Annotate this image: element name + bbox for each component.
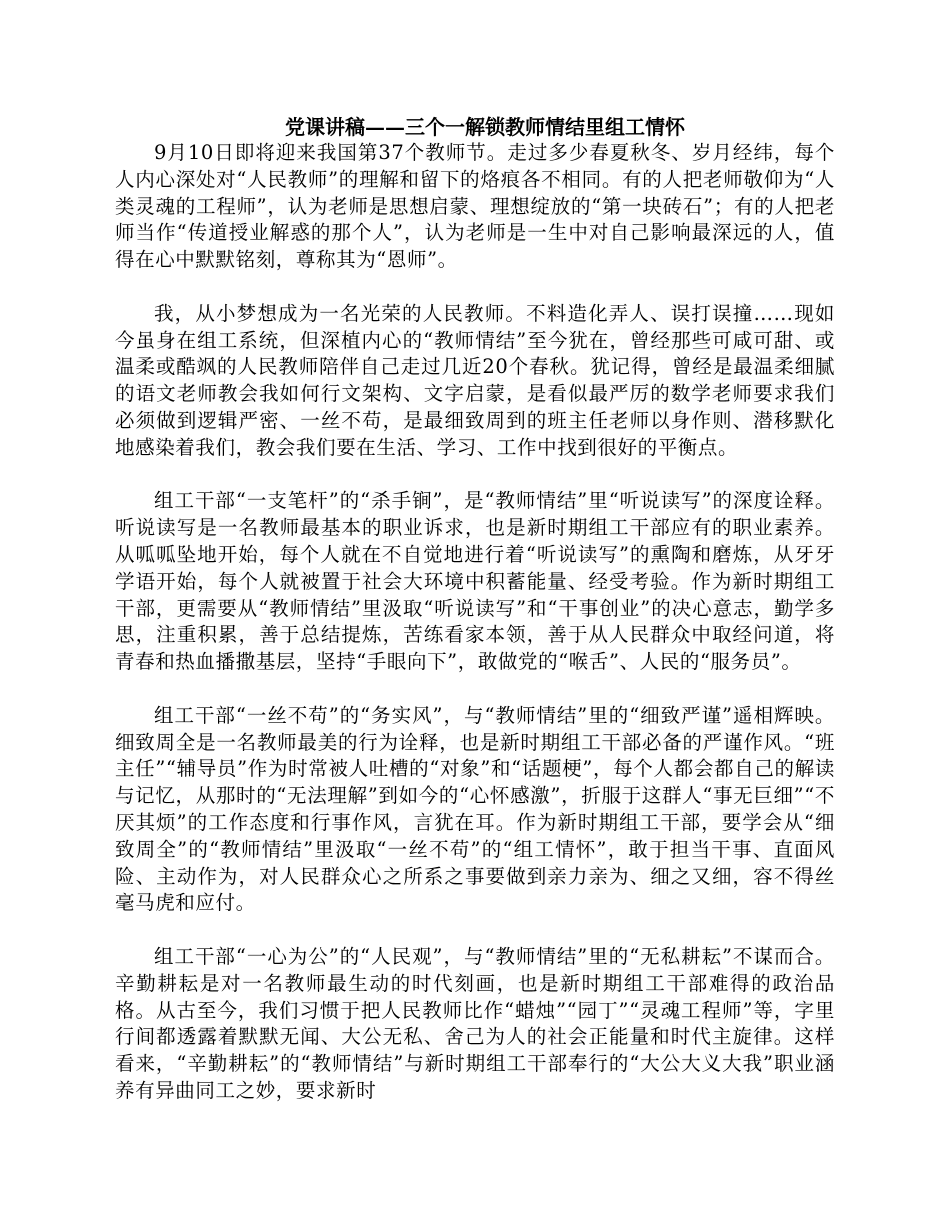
paragraph-2: 我，从小梦想成为一名光荣的人民教师。不料造化弄人、误打误撞……现如今虽身在组工系统，但深植内心的“教师情结”至今犹在，曾经那些可咸可甜、或温柔或酷飒的人民教师陪伴自己走过几近20个春秋。犹记得，曾经是最温柔细腻的语文老师教会我如何行文架构、文字启蒙，是看似最严厉的数学老师要求我们必须做到逻辑严密、一丝不苟，是最细致周到的班主任老师以身作则、潜移默化地感染着我们，教会我们要在生活、学习、工作中找到很好的平衡点。 xyxy=(115,301,835,459)
paragraph-1: 9月10日即将迎来我国第37个教师节。走过多少春夏秋冬、岁月经纬，每个人内心深处对“人民教师”的理解和留下的烙痕各不相同。有的人把老师敬仰为“人类灵魂的工程师”，认为老师是思想启蒙、理想绽放的“第一块砖石”；有的人把老师当作“传道授业解惑的那个人”，认为老师是一生中对自己影响最深远的人，值得在心中默默铭刻，尊称其为“恩师”。 xyxy=(115,141,835,272)
paragraph-3: 组工干部“一支笔杆”的“杀手锏”，是“教师情结”里“听说读写”的深度诠释。听说读写是一名教师最基本的职业诉求，也是新时期组工干部应有的职业素养。从呱呱坠地开始，每个人就在不自觉地进行着“听说读写”的熏陶和磨炼，从牙牙学语开始，每个人就被置于社会大环境中积蓄能量、经受考验。作为新时期组工干部，更需要从“教师情结”里汲取“听说读写”和“干事创业”的决心意志，勤学多思，注重积累，善于总结提炼，苦练看家本领，善于从人民群众中取经问道，将青春和热血播撒基层，坚持“手眼向下”，敢做党的“喉舌”、人民的“服务员”。 xyxy=(115,489,835,674)
document-page xyxy=(115,112,835,1105)
document-title: 党课讲稿——三个一解锁教师情结里组工情怀 xyxy=(285,115,685,139)
paragraph-4: 组工干部“一丝不苟”的“务实风”，与“教师情结”里的“细致严谨”遥相辉映。细致周全是一名教师最美的行为诠释，也是新时期组工干部必备的严谨作风。“班主任”“辅导员”作为时常被人吐槽的“对象”和“话题梗”，每个人都会都自己的解读与记忆，从那时的“无法理解”到如今的“心怀感激”，折服于这群人“事无巨细”“不厌其烦”的工作态度和行事作风，言犹在耳。作为新时期组工干部，要学会从“细致周全”的“教师情结”里汲取“一丝不苟”的“组工情怀”，敢于担当干事、直面风险、主动作为，对人民群众心之所系之事要做到亲力亲为、细之又细，容不得丝毫马虎和应付。 xyxy=(115,703,835,915)
paragraph-5: 组工干部“一心为公”的“人民观”，与“教师情结”里的“无私耕耘”不谋而合。辛勤耕耘是对一名教师最生动的时代刻画，也是新时期组工干部难得的政治品格。从古至今，我们习惯于把人民教师比作“蜡烛”“园丁”“灵魂工程师”等，字里行间都透露着默默无闻、大公无私、舍己为人的社会正能量和时代主旋律。这样看来，“辛勤耕耘”的“教师情结”与新时期组工干部奉行的“大公大义大我”职业涵养有异曲同工之妙，要求新时 xyxy=(115,944,835,1102)
